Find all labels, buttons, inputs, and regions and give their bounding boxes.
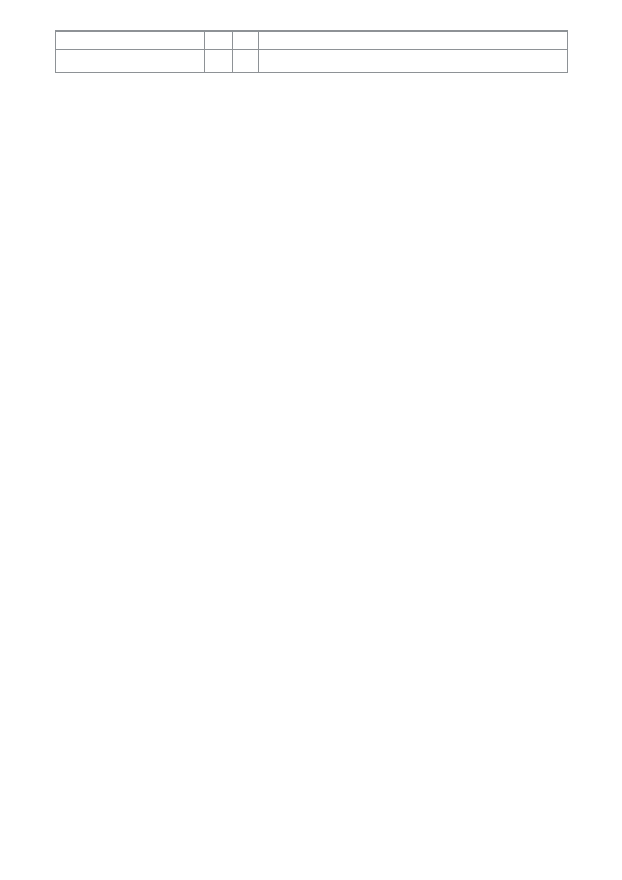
cell-next-clause-empty <box>56 50 205 73</box>
spacer-cell-1 <box>56 32 205 50</box>
assessment-table <box>55 30 568 73</box>
spacer-cell-3 <box>233 32 259 50</box>
cell-next-assessment-empty <box>259 50 568 73</box>
cell-next-col2-empty <box>205 50 233 73</box>
cell-next-col3-empty <box>233 50 259 73</box>
spacer-cell-2 <box>205 32 233 50</box>
table-row-spacer <box>56 32 568 50</box>
table-row-next-partial <box>56 50 568 73</box>
spacer-cell-4 <box>259 32 568 50</box>
table-body <box>56 31 568 50</box>
